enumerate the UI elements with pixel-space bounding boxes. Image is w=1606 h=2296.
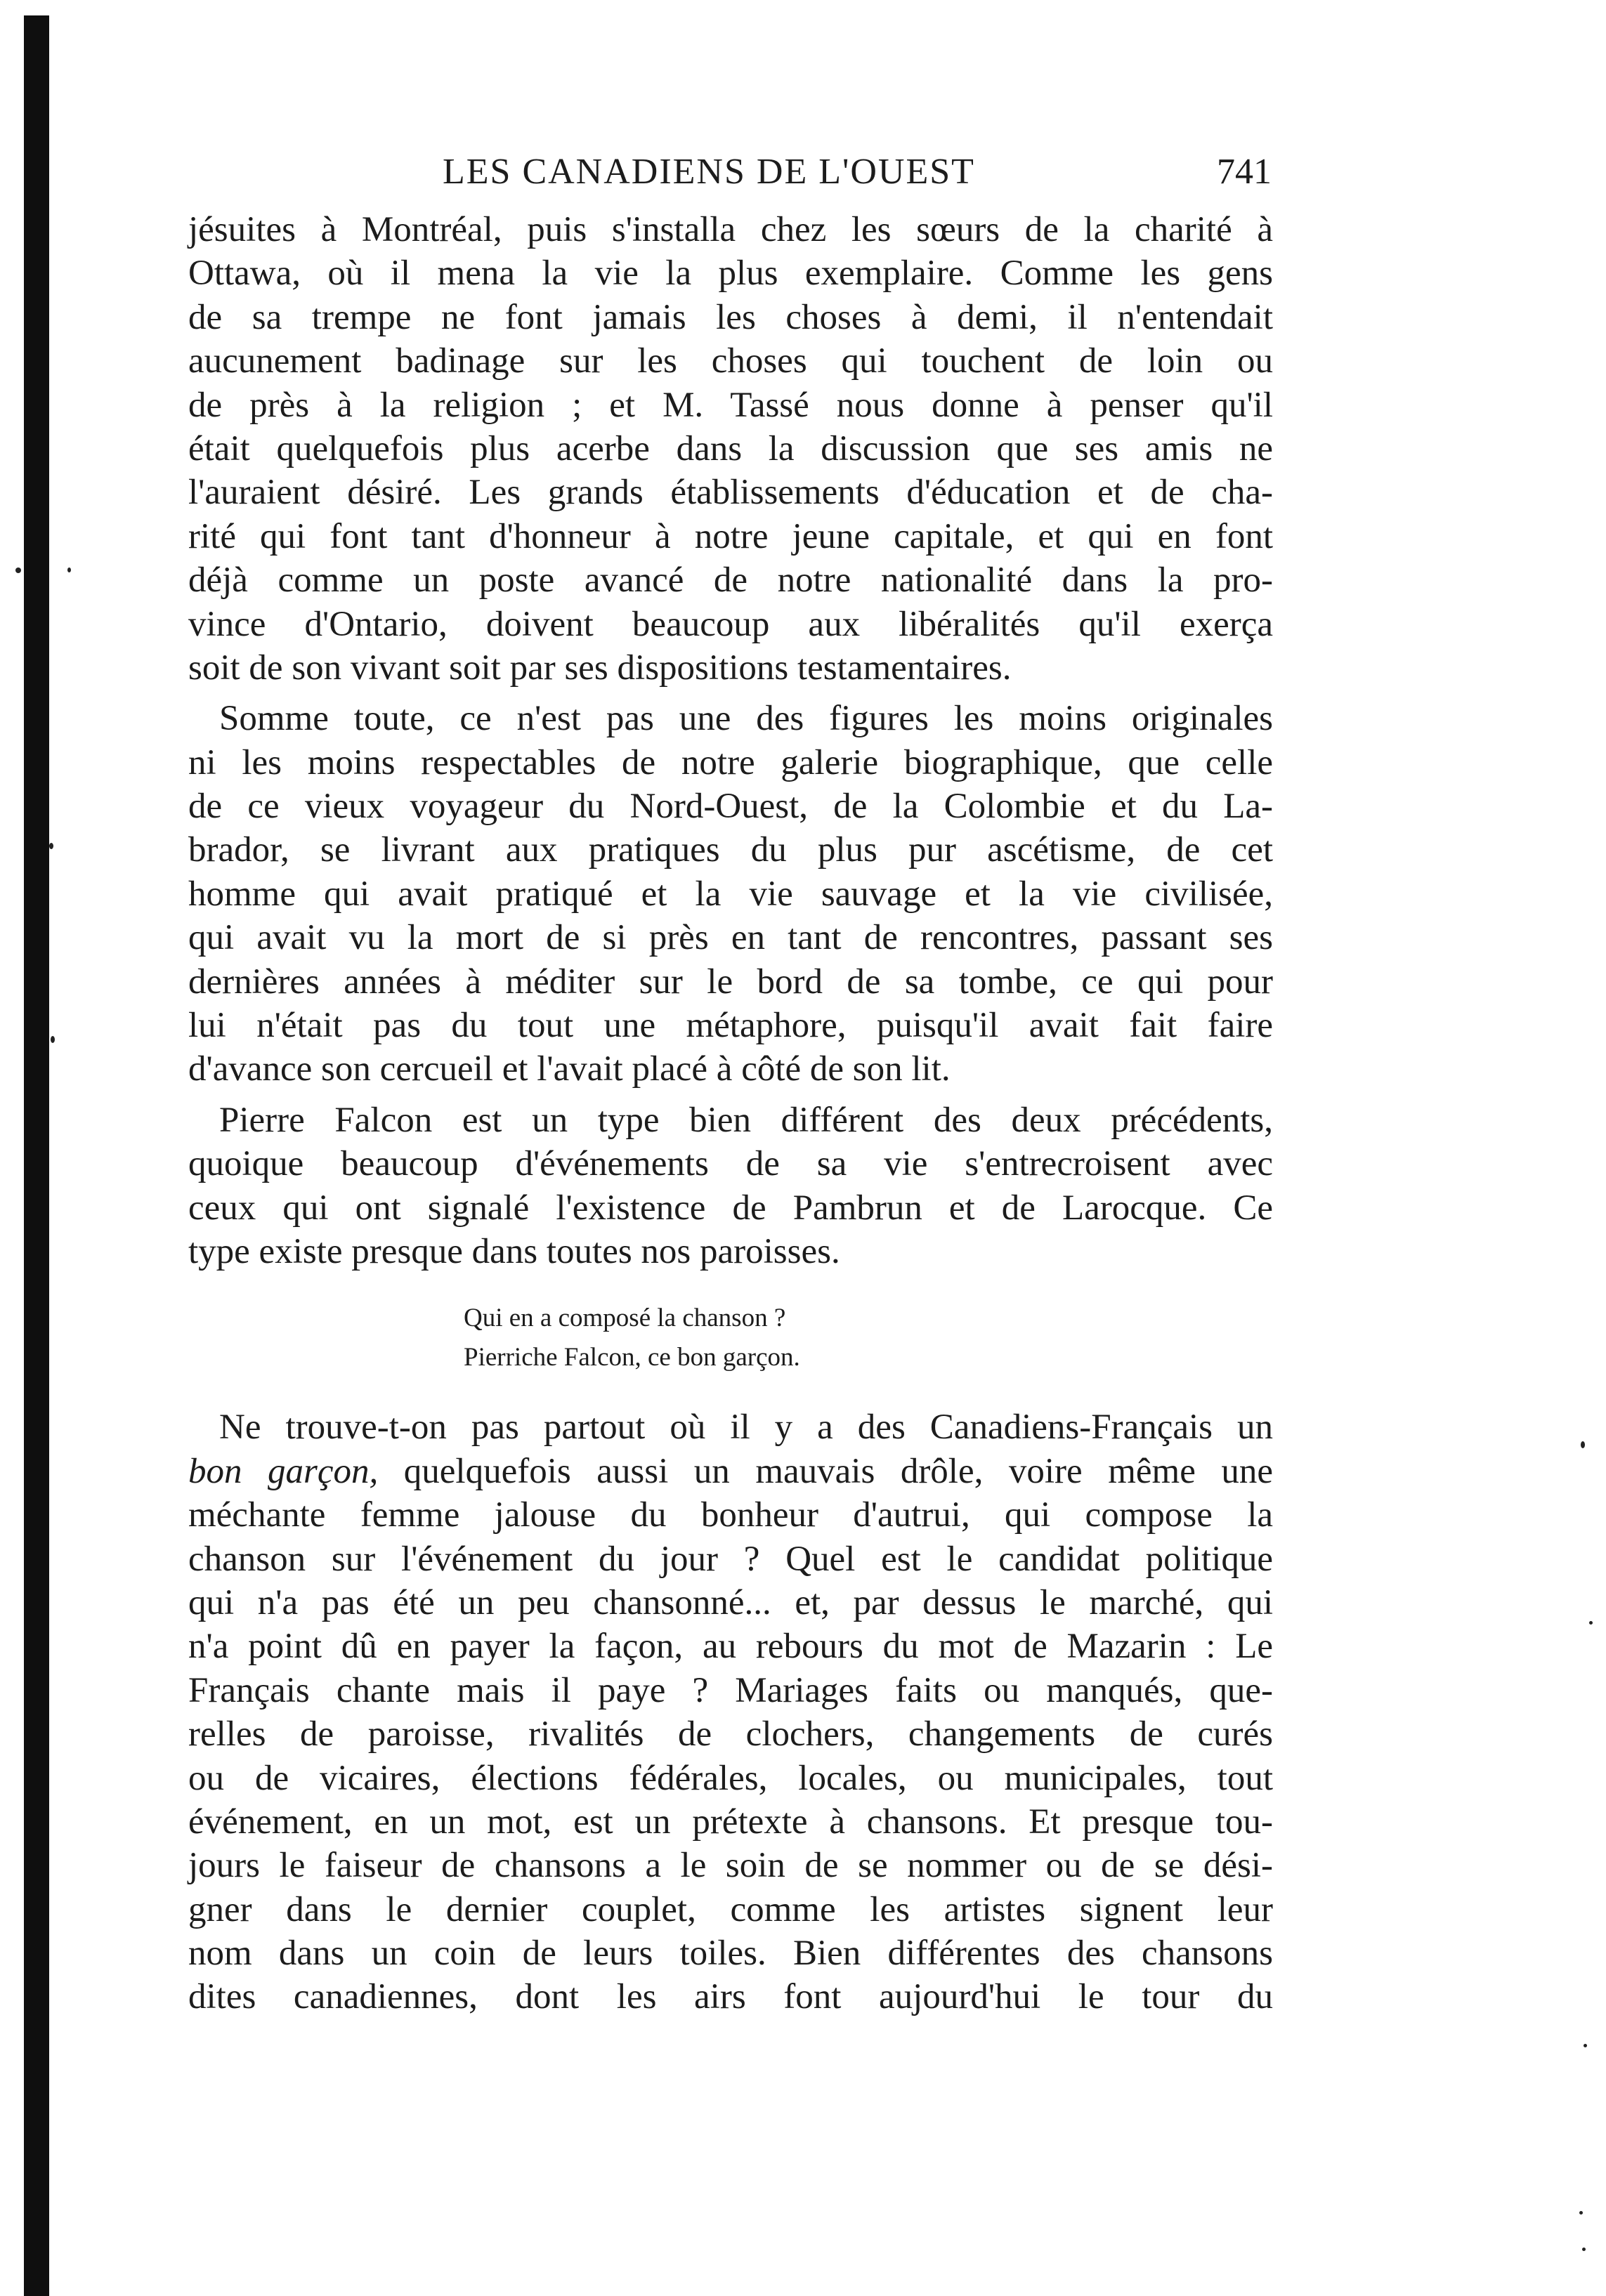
- text-line: déjà comme un poste avancé de notre nationalité dans la pro-: [188, 560, 1273, 601]
- running-title: LES CANADIENS DE L'OUEST: [443, 152, 975, 192]
- text-line: homme qui avait pratiqué et la vie sauvage et la vie civilisée,: [188, 874, 1273, 914]
- verse-quote: [188, 1299, 1273, 1377]
- text-line: Pierre Falcon est un type bien différent des deux précédents,: [219, 1100, 1273, 1140]
- text-line: chanson sur l'événement du jour ? Quel est le candidat politique: [188, 1539, 1273, 1579]
- text-line: l'auraient désiré. Les grands établissements d'éducation et de cha-: [188, 473, 1273, 513]
- paragraph: [188, 1405, 1273, 2019]
- scan-speck: [15, 568, 21, 573]
- text-line: de ce vieux voyageur du Nord-Ouest, de la Colombie et du La-: [188, 787, 1273, 827]
- text-line: nom dans un coin de leurs toiles. Bien différentes des chansons: [188, 1934, 1273, 1974]
- text-line: qui n'a pas été un peu chansonné... et, par dessus le marché, qui: [188, 1582, 1273, 1622]
- text-line: jésuites à Montréal, puis s'installa chez les sœurs de la charité à: [188, 210, 1273, 249]
- paragraph: [188, 1098, 1273, 1274]
- text-line: d'avance son cercueil et l'avait placé à côté de son lit.: [188, 1049, 951, 1089]
- text-line: jours le faiseur de chansons a le soin de se nommer ou de se dési-: [188, 1846, 1273, 1886]
- text-line: quoique beaucoup d'événements de sa vie s'entrecroisent avec: [188, 1144, 1273, 1184]
- text-line: qui avait vu la mort de si près en tant de rencontres, passant ses: [188, 918, 1273, 958]
- scan-speck: [1589, 1621, 1593, 1625]
- verse-line: Pierriche Falcon, ce bon garçon.: [464, 1343, 800, 1372]
- text-line: événement, en un mot, est un prétexte à chansons. Et presque tou-: [188, 1802, 1273, 1842]
- scan-speck: [67, 568, 71, 572]
- text-line: [188, 1450, 1273, 1493]
- text-line: ou de vicaires, élections fédérales, locales, ou municipales, tout: [188, 1758, 1273, 1798]
- text-line: ni les moins respectables de notre galerie biographique, que celle: [188, 742, 1273, 782]
- paragraph-gap: [188, 1091, 1273, 1098]
- verse-line: Qui en a composé la chanson ?: [464, 1304, 786, 1333]
- text-line: Somme toute, ce n'est pas une des figures les moins originales: [219, 699, 1273, 739]
- text-fragment: quelquefois aussi un mauvais drôle, voire même une: [378, 1451, 1273, 1491]
- text-line: méchante femme jalouse du bonheur d'autrui, qui compose la: [188, 1495, 1273, 1535]
- text-line: dernières années à méditer sur le bord de sa tombe, ce qui pour: [188, 962, 1273, 1002]
- text-line: ceux qui ont signalé l'existence de Pambrun et de Larocque. Ce: [188, 1188, 1273, 1228]
- text-line: vince d'Ontario, doivent beaucoup aux libéralités qu'il exerça: [188, 604, 1273, 644]
- page-header: [190, 144, 1272, 200]
- text-line: gner dans le dernier couplet, comme les artistes signent leur: [188, 1889, 1273, 1929]
- text-line: brador, se livrant aux pratiques du plus pur ascétisme, de cet: [188, 830, 1273, 870]
- paragraph: [188, 697, 1273, 1091]
- text-line: soit de son vivant soit par ses dispositions testamentaires.: [188, 648, 1012, 688]
- paragraph-gap: [188, 690, 1273, 697]
- paragraph: [188, 208, 1273, 690]
- scan-speck: [1581, 1441, 1585, 1448]
- text-line: n'a point dû en payer la façon, au rebours du mot de Mazarin : Le: [188, 1627, 1273, 1667]
- text-line: dites canadiennes, dont les airs font aujourd'hui le tour du: [188, 1977, 1273, 2017]
- text-line: rité qui font tant d'honneur à notre jeune capitale, et qui en font: [188, 516, 1273, 556]
- scan-speck: [49, 843, 53, 849]
- text-line: aucunement badinage sur les choses qui touchent de loin ou: [188, 341, 1273, 381]
- text-line: relles de paroisse, rivalités de clochers, changements de curés: [188, 1714, 1273, 1754]
- scan-speck: [51, 1036, 55, 1043]
- text-line: de près à la religion ; et M. Tassé nous donne à penser qu'il: [188, 385, 1273, 425]
- text-line: était quelquefois plus acerbe dans la discussion que ses amis ne: [188, 428, 1273, 468]
- text-line: Français chante mais il paye ? Mariages faits ou manqués, que-: [188, 1670, 1273, 1710]
- page-number: 741: [1217, 152, 1272, 192]
- scan-speck: [1582, 2248, 1586, 2251]
- text-line: Ne trouve-t-on pas partout où il y a des Canadiens-Français un: [219, 1408, 1273, 1448]
- scan-speck: [1579, 2211, 1583, 2215]
- text-line: type existe presque dans toutes nos paroisses.: [188, 1231, 840, 1271]
- text-line: de sa trempe ne font jamais les choses à demi, il n'entendait: [188, 297, 1273, 337]
- page-body: [188, 208, 1273, 2019]
- italic-phrase: bon garçon,: [188, 1451, 379, 1491]
- text-line: lui n'était pas du tout une métaphore, puisqu'il avait fait faire: [188, 1006, 1273, 1046]
- scan-speck: [1584, 2044, 1587, 2047]
- text-line: Ottawa, où il mena la vie la plus exemplaire. Comme les gens: [188, 254, 1273, 294]
- book-spine-shadow: [24, 15, 49, 2296]
